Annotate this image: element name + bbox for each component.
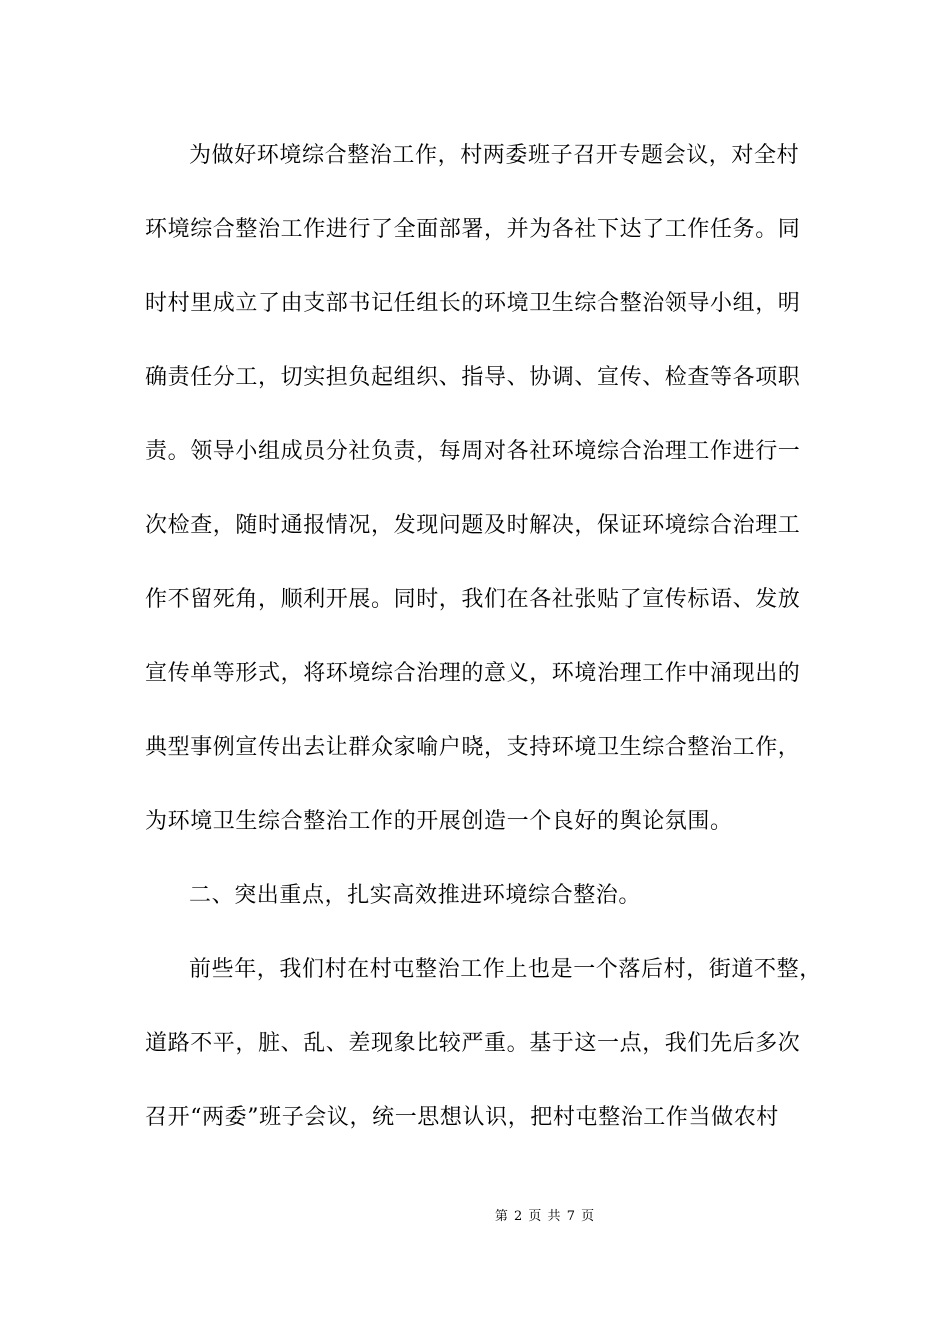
paragraph-line: 宣传单等形式，将环境综合治理的意义，环境治理工作中涌现出的 xyxy=(145,661,801,686)
page-number: 第 2 页 共 7 页 xyxy=(494,1209,596,1224)
paragraph-line: 为环境卫生综合整治工作的开展创造一个良好的舆论氛围。 xyxy=(145,809,733,834)
paragraph-line: 前些年，我们村在村屯整治工作上也是一个落后村，街道不整， xyxy=(189,957,822,982)
paragraph-line: 作不留死角，顺利开展。同时，我们在各社张贴了宣传标语、发放 xyxy=(145,587,801,612)
page-footer xyxy=(0,1205,950,1224)
paragraph-line: 道路不平，脏、乱、差现象比较严重。基于这一点，我们先后多次 xyxy=(145,1031,801,1056)
paragraph-line: 为做好环境综合整治工作，村两委班子召开专题会议，对全村 xyxy=(189,143,800,168)
document-body xyxy=(145,130,822,1166)
paragraph-line: 典型事例宣传出去让群众家喻户晓，支持环境卫生综合整治工作， xyxy=(145,735,801,760)
paragraph-line: 环境综合整治工作进行了全面部署，并为各社下达了工作任务。同 xyxy=(145,217,801,242)
section-heading: 二、突出重点，扎实高效推进环境综合整治。 xyxy=(189,883,642,908)
paragraph-line: 时村里成立了由支部书记任组长的环境卫生综合整治领导小组，明 xyxy=(145,291,801,316)
paragraph-line: 次检查，随时通报情况，发现问题及时解决，保证环境综合治理工 xyxy=(145,513,801,538)
paragraph-line: 召开“两委”班子会议，统一思想认识，把村屯整治工作当做农村 xyxy=(145,1105,779,1130)
paragraph-line: 确责任分工，切实担负起组织、指导、协调、宣传、检查等各项职 xyxy=(145,365,801,390)
paragraph-line: 责。领导小组成员分社负责，每周对各社环境综合治理工作进行一 xyxy=(145,439,801,464)
